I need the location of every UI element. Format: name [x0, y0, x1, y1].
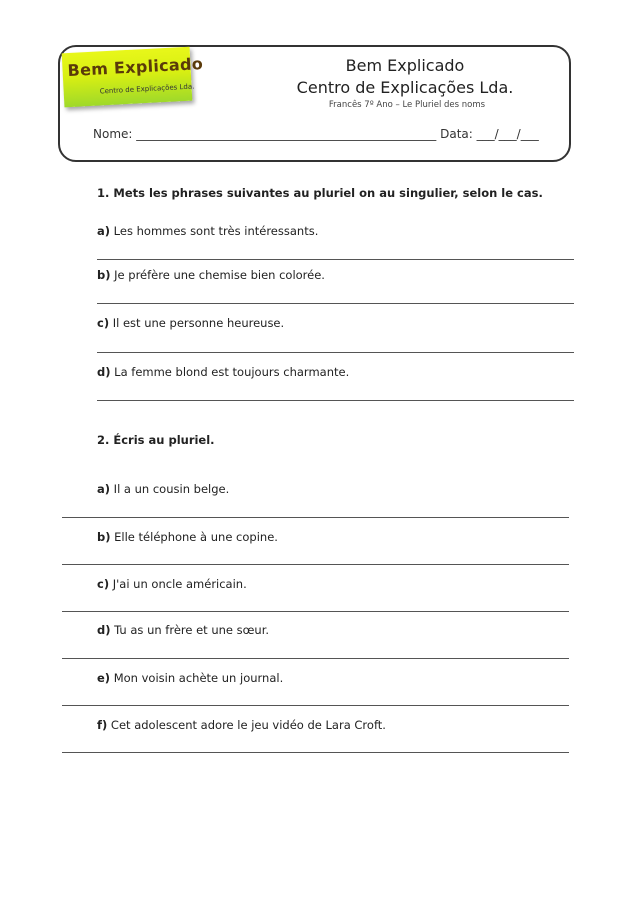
item-text: J'ai un oncle américain.: [109, 577, 247, 591]
answer-line: [97, 400, 574, 401]
exercise2-item-b: [97, 530, 278, 544]
exercise2-item-f: [97, 718, 386, 732]
exercise2-item-d: [97, 623, 269, 637]
answer-line: [62, 564, 569, 565]
header-subtitle: Centro de Explicações Lda.: [296, 78, 514, 97]
item-letter: a): [97, 224, 111, 238]
item-letter: c): [97, 577, 110, 591]
item-text: Elle téléphone à une copine.: [110, 530, 278, 544]
exercise2-item-c: [97, 577, 247, 591]
logo-subtitle: Centro de Explicações Lda.: [99, 82, 195, 96]
exercise1-item-a: [97, 224, 318, 238]
item-letter: b): [97, 530, 111, 544]
item-letter: d): [97, 365, 111, 379]
answer-line: [62, 517, 569, 518]
date-blank: ___/___/___: [476, 127, 539, 141]
name-label: Nome:: [93, 127, 133, 141]
name-date-line: [93, 127, 539, 141]
exercise2-item-a: [97, 482, 229, 496]
item-letter: c): [97, 316, 110, 330]
exercise1-item-c: [97, 316, 284, 330]
date-label: Data:: [440, 127, 473, 141]
item-text: Les hommes sont très intéressants.: [110, 224, 319, 238]
answer-line: [62, 658, 569, 659]
answer-line: [97, 303, 574, 304]
answer-line: [62, 752, 569, 753]
item-letter: d): [97, 623, 111, 637]
answer-line: [97, 259, 574, 260]
answer-line: [62, 705, 569, 706]
exercise1-item-b: [97, 268, 325, 282]
item-letter: e): [97, 671, 111, 685]
brand-logo: [62, 47, 204, 108]
logo-title: Bem Explicado: [67, 54, 204, 81]
item-text: Tu as un frère et une sœur.: [110, 623, 270, 637]
exercise2-heading: 2. Écris au pluriel.: [97, 433, 215, 447]
exercise2-item-e: [97, 671, 283, 685]
item-letter: f): [97, 718, 108, 732]
item-text: Je préfère une chemise bien colorée.: [110, 268, 325, 282]
exercise1-heading: 1. Mets les phrases suivantes au pluriel on au singulier, selon le cas.: [97, 186, 543, 200]
item-text: La femme blond est toujours charmante.: [110, 365, 350, 379]
item-text: Mon voisin achète un journal.: [110, 671, 284, 685]
course-line: Francês 7º Ano – Le Pluriel des noms: [328, 100, 486, 110]
item-text: Cet adolescent adore le jeu vidéo de Lara Croft.: [107, 718, 386, 732]
item-letter: a): [97, 482, 111, 496]
name-blank: __________________________________________________: [136, 127, 437, 141]
answer-line: [97, 352, 574, 353]
header-title: Bem Explicado: [345, 56, 465, 75]
answer-line: [62, 611, 569, 612]
exercise1-item-d: [97, 365, 349, 379]
item-text: Il a un cousin belge.: [110, 482, 230, 496]
item-text: Il est une personne heureuse.: [109, 316, 285, 330]
item-letter: b): [97, 268, 111, 282]
